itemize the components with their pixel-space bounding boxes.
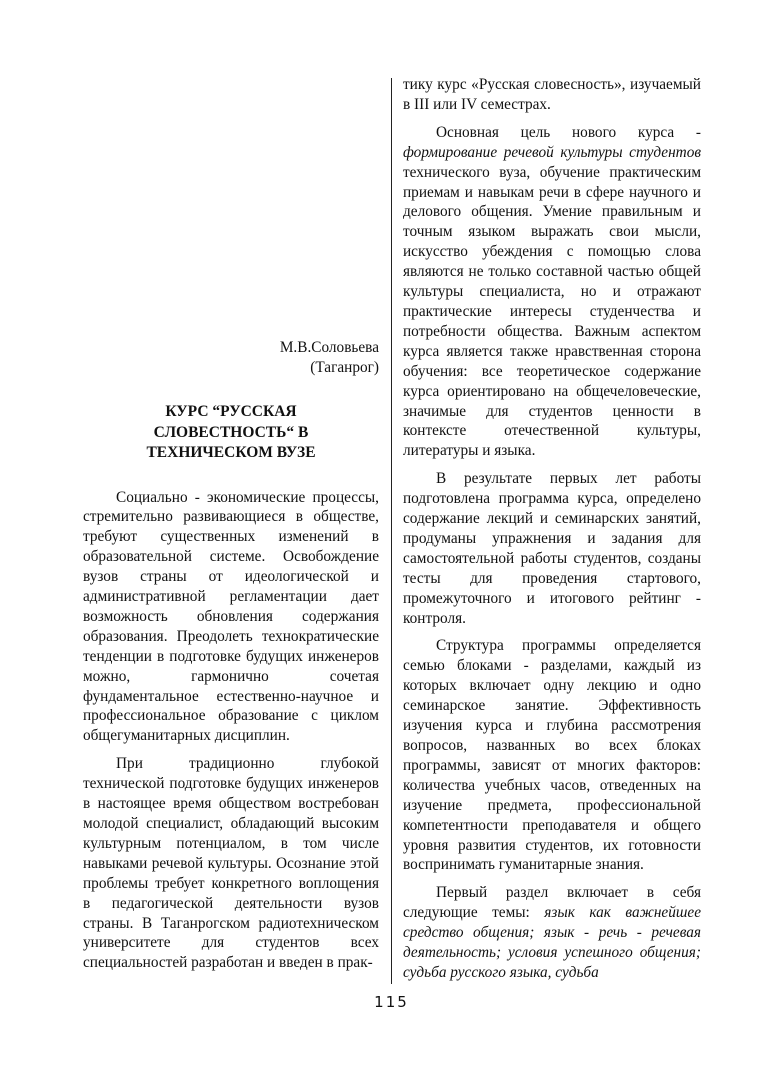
right-continuation: тику курс «Русская словесность», изучаемый в III или IV семестрах. [403,76,701,113]
right-column [403,75,701,991]
left-paragraph-1: Социально - экономические процессы, стремительно развивающиеся в обществе, требуют существенных изменений в образовательной системе. Освобождение вузов страны от идеологической и административной регламентации дает возможность обновления содержания образования. Преодолеть технократические тенденции в подготовке будущих инженеров можно, гармонично сочетая фундаментальное естественно-научное и профессиональное образование с циклом общегуманитарных дисциплин. [83,488,379,745]
goal-rest: технического вуза, обучение практическим приемам и навыкам речи в сфере научного и делового общения. Умение правильным и точным языком выражать свои мысли, искусство убеждения с помощью слова являются не только составной частью общей культуры специалиста, но и отражают практические интересы студенчества и потребности общества. Важным аспектом курса является также нравственная сторона обучения: все теоретическое содержание курса ориентировано на общечеловеческие, значимые для студентов ценности в контексте отечественной культуры, литературы и языка. [403,163,701,460]
goal-emphasis: формирование речевой культуры студентов [403,143,701,161]
author-name: М.В.Соловьева [279,339,379,356]
article-title: КУРС “РУССКАЯ СЛОВЕСТНОСТЬ“ В ТЕХНИЧЕСКОМ ВУЗЕ [146,403,316,461]
topics-emphasis: язык как важнейшее средство общения; язык - речь - речевая деятельность; условия успешного общения; судьба русского языка, судьба [403,904,701,981]
author-city: (Таганрог) [310,359,379,376]
left-paragraph-2: При традиционно глубокой технической подготовке будущих инженеров в настоящее время обществом востребован молодой специалист, обладающий высоким культурным потенциалом, в том числе навыками речевой культуры. Осознание этой проблемы требует конкретного воплощения в педагогической деятельности вузов страны. В Таганрогском радиотехническом университете для студентов всех специальностей разработан и введен в прак- [83,755,379,972]
column-divider [391,78,392,984]
right-paragraph-topics [403,883,701,983]
right-paragraph-goal [403,123,701,461]
page-number: 115 [374,993,409,1011]
author-block [83,338,379,378]
right-paragraph-structure: Структура программы определяется семью блоками - разделами, каждый из которых включает одну лекцию и одно семинарское занятие. Эффективность изучения курса и глубина рассмотрения вопросов, названных во всех блоках программы, зависят от многих факторов: количества учебных часов, отведенных на изучение предмета, профессиональной компетентности преподавателя и общего уровня развития студентов, их готовности воспринимать гуманитарные знания. [403,637,701,874]
goal-lead: Основная цель нового курса - [436,123,701,141]
topics-lead: Первый раздел включает в себя следующие темы: [403,884,701,922]
left-column [83,74,379,981]
right-paragraph-results: В результате первых лет работы подготовлена программа курса, определено содержание лекций и семинарских занятий, продуманы упражнения и задания для самостоятельной работы студентов, созданы тесты для проведения стартового, промежуточного и итогового рейтинг - контроля. [403,470,701,627]
